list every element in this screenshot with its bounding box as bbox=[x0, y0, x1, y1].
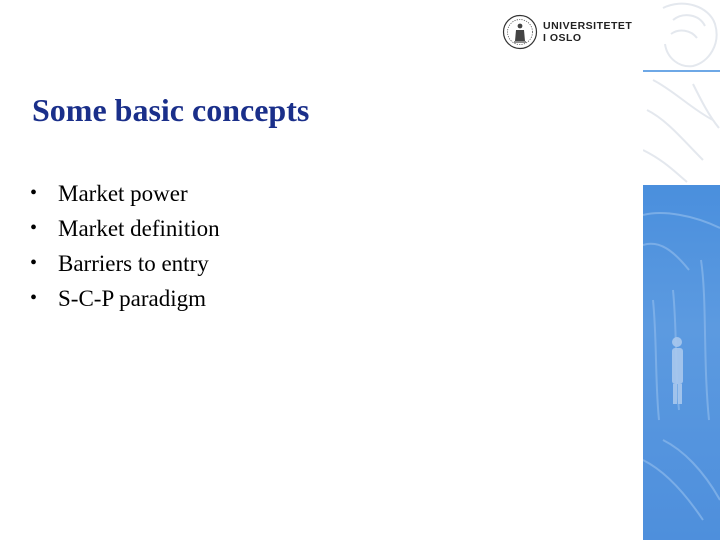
university-seal-icon bbox=[502, 14, 538, 50]
bullet-list bbox=[30, 176, 220, 316]
bullet-item bbox=[30, 211, 220, 246]
bullet-item bbox=[30, 176, 220, 211]
bullet-text: Market definition bbox=[58, 215, 220, 241]
slide-title: Some basic concepts bbox=[32, 92, 310, 128]
bullet-text: S-C-P paradigm bbox=[58, 285, 206, 311]
logo-line-2: I OSLO bbox=[543, 32, 582, 44]
bullet-symbol: • bbox=[30, 182, 38, 204]
bullet-symbol: • bbox=[30, 252, 38, 274]
bullet-text: Market power bbox=[58, 180, 188, 206]
bullet-symbol: • bbox=[30, 287, 38, 309]
university-logo bbox=[502, 14, 637, 52]
logo-wordmark bbox=[543, 20, 632, 44]
bullet-item bbox=[30, 281, 220, 316]
logo-line-1: UNIVERSITETET bbox=[543, 20, 633, 32]
bullet-item bbox=[30, 246, 220, 281]
bullet-symbol: • bbox=[30, 217, 38, 239]
decorative-sidebar bbox=[643, 0, 720, 540]
bullet-text: Barriers to entry bbox=[58, 250, 209, 276]
decorative-sculpture-image bbox=[643, 0, 720, 540]
